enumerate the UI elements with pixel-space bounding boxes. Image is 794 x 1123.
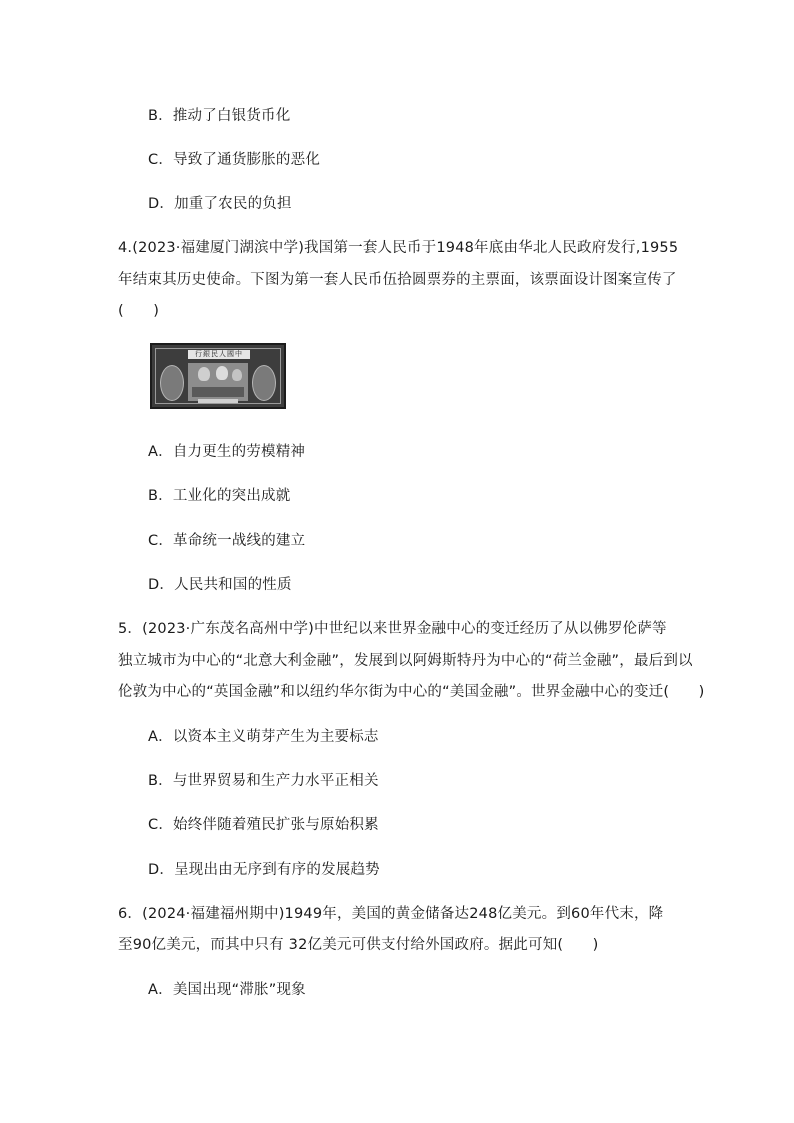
q4-stem-line2: 年结束其历史使命。下图为第一套人民币伍拾圆票券的主票面，该票面设计图案宣传了 bbox=[118, 272, 677, 288]
q4-option-d: D．人民共和国的性质 bbox=[148, 577, 292, 593]
q3-option-b: B．推动了白银货币化 bbox=[148, 108, 291, 124]
banknote-image bbox=[150, 343, 286, 409]
q6-stem-line1: 6．(2024·福建福州期中)1949年，美国的黄金储备达248亿美元。到60年代末，降 bbox=[118, 906, 664, 922]
q4-option-a: A．自力更生的劳模精神 bbox=[148, 444, 306, 460]
banknote-left-ornament bbox=[160, 365, 184, 401]
q5-option-b: B．与世界贸易和生产力水平正相关 bbox=[148, 773, 379, 789]
banknote-bottom-band bbox=[198, 399, 238, 403]
q5-option-a: A．以资本主义萌芽产生为主要标志 bbox=[148, 729, 379, 745]
q3-option-c: C．导致了通货膨胀的恶化 bbox=[148, 152, 321, 168]
q3-option-d: D．加重了农民的负担 bbox=[148, 196, 292, 212]
q4-stem-line3: ( ) bbox=[118, 303, 160, 319]
banknote-right-ornament bbox=[252, 365, 276, 401]
q5-option-c: C．始终伴随着殖民扩张与原始积累 bbox=[148, 817, 379, 833]
banknote-header-text: 行銀民人國中 bbox=[195, 350, 243, 358]
banknote-scene-base bbox=[192, 387, 244, 397]
q5-option-d: D．呈现出由无序到有序的发展趋势 bbox=[148, 862, 380, 878]
q5-stem-line1: 5．(2023·广东茂名高州中学)中世纪以来世界金融中心的变迁经历了从以佛罗伦萨等 bbox=[118, 621, 667, 637]
banknote-figure bbox=[216, 366, 228, 380]
q4-option-c: C．革命统一战线的建立 bbox=[148, 533, 306, 549]
banknote-figure bbox=[232, 369, 242, 381]
q6-stem-line2: 至90亿美元，而其中只有 32亿美元可供支付给外国政府。据此可知( ) bbox=[118, 937, 599, 953]
banknote-figure bbox=[198, 367, 210, 381]
q5-stem-line2: 独立城市为中心的“北意大利金融”，发展到以阿姆斯特丹为中心的“荷兰金融”，最后到以 bbox=[118, 653, 693, 669]
q5-stem-line3: 伦敦为中心的“英国金融”和以纽约华尔街为中心的“美国金融”。世界金融中心的变迁( ) bbox=[118, 684, 705, 700]
q4-stem-line1: 4.(2023·福建厦门湖滨中学)我国第一套人民币于1948年底由华北人民政府发行,1955 bbox=[118, 240, 679, 256]
q6-option-a: A．美国出现“滞胀”现象 bbox=[148, 982, 306, 998]
q4-option-b: B．工业化的突出成就 bbox=[148, 488, 291, 504]
